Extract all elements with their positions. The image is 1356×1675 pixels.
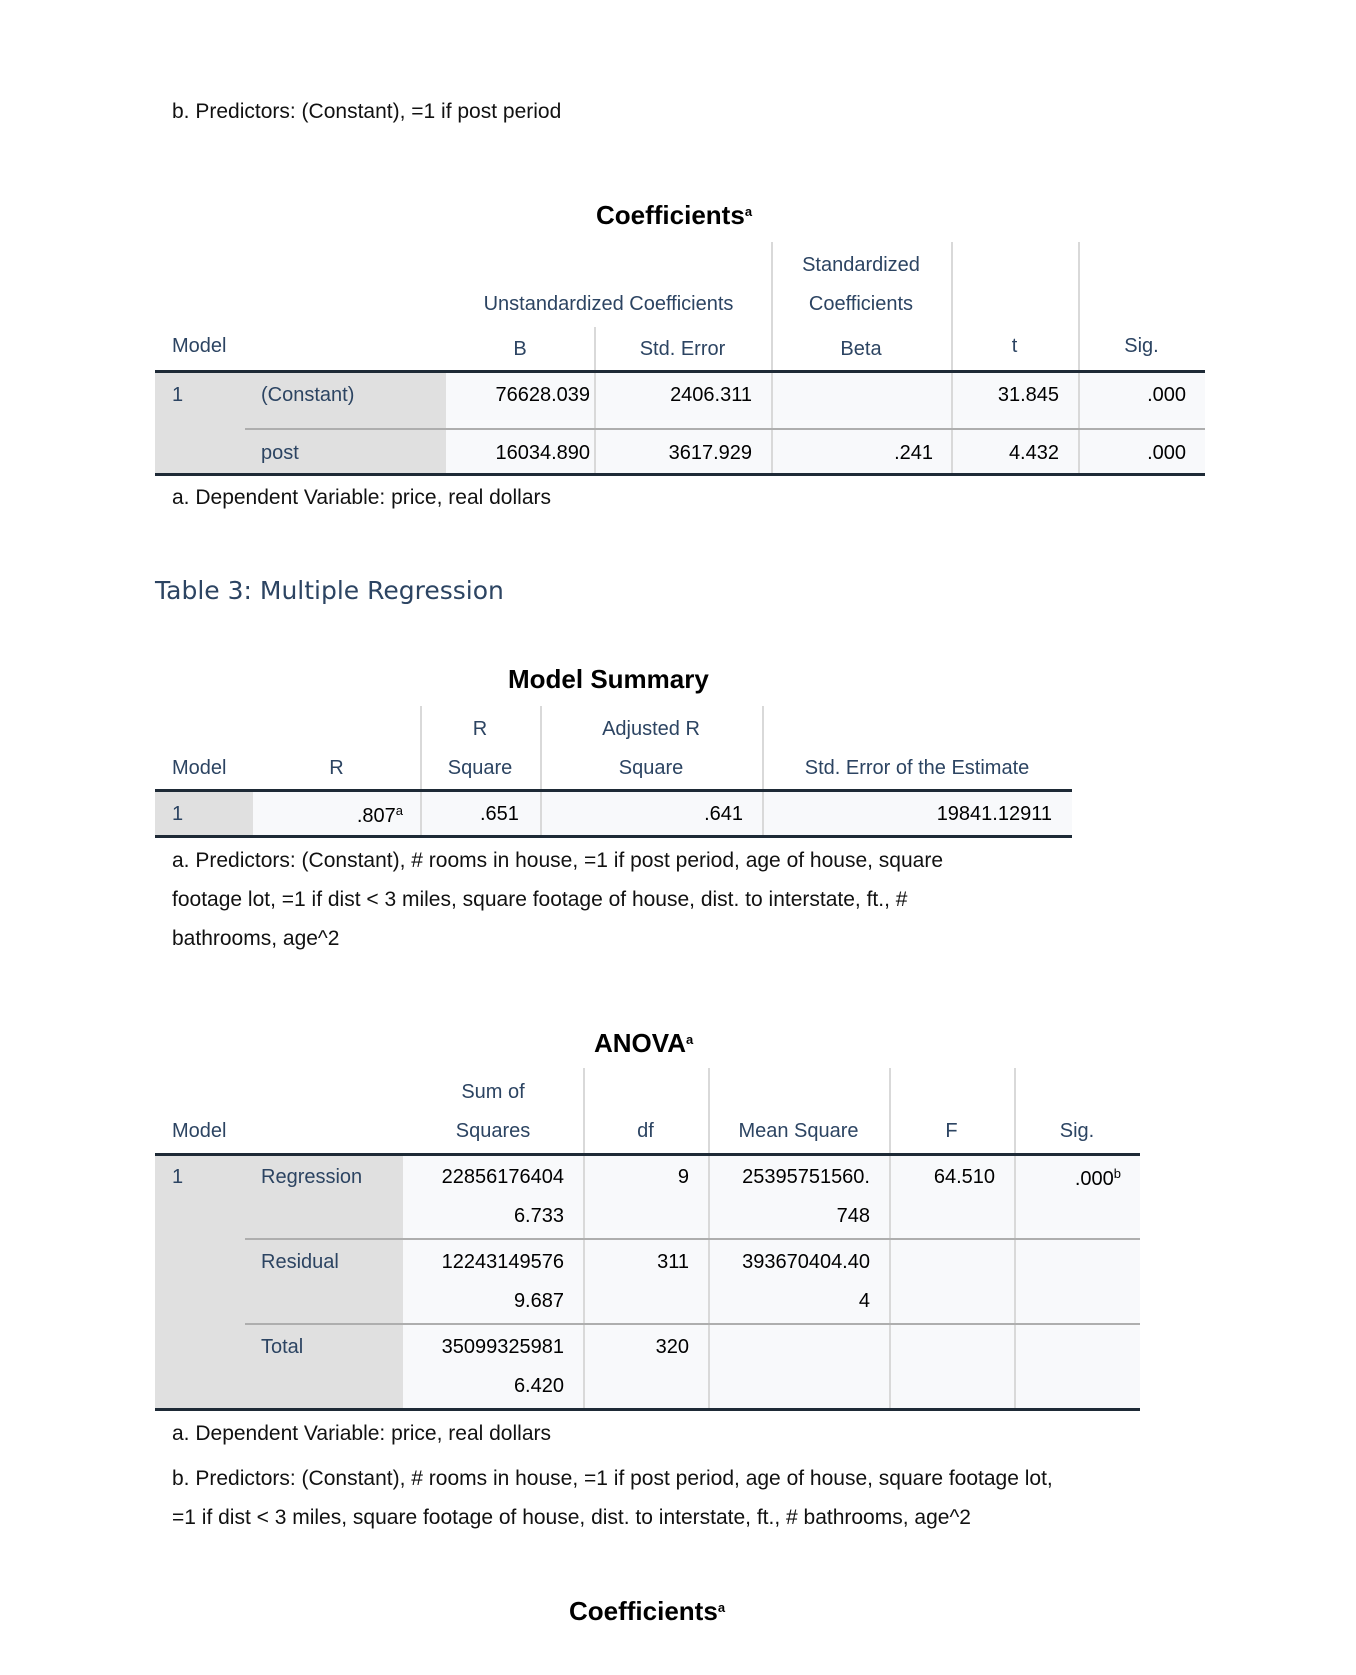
header-beta: Beta xyxy=(840,338,882,360)
cell-sig: .000 xyxy=(1147,384,1186,406)
cell-beta: .241 xyxy=(894,442,933,464)
cell-mean-square-cont: 4 xyxy=(858,1290,870,1312)
header-r-square-1: R xyxy=(472,718,488,740)
cell-sum-of-squares-cont: 6.733 xyxy=(513,1205,564,1227)
header-adjusted-1: Adjusted R xyxy=(602,718,700,740)
cell-t: 4.432 xyxy=(1008,442,1059,464)
model-summary-footnote-2: footage lot, =1 if dist < 3 miles, square footage of house, dist. to interstate, ft., # xyxy=(172,888,908,911)
cell-mean-square-cont: 748 xyxy=(836,1205,870,1227)
cell-df: 320 xyxy=(655,1336,689,1358)
coefficients-footnote: a. Dependent Variable: price, real dollars xyxy=(172,486,551,509)
cell-sum-of-squares: 22856176404 xyxy=(441,1166,564,1188)
row-label-regression: Regression xyxy=(261,1166,363,1188)
cell-mean-square: 25395751560. xyxy=(742,1166,870,1188)
section-heading: Table 3: Multiple Regression xyxy=(155,576,504,605)
cell-r: .807$^a$ xyxy=(356,803,403,827)
header-r: R xyxy=(329,757,344,779)
header-model: Model xyxy=(172,335,227,357)
anova-footnote-b-2: =1 if dist < 3 miles, square footage of house, dist. to interstate, ft., # bathrooms, age^2 xyxy=(172,1506,971,1529)
coefficients-title: Coefficients$^a$ xyxy=(596,200,753,230)
cell-f: 64.510 xyxy=(933,1166,995,1188)
row-label-post: post xyxy=(261,442,299,464)
cell-sig: .000$^b$ xyxy=(1074,1166,1121,1190)
cell-std-error-estimate: 19841.12911 xyxy=(936,803,1052,825)
row-label-total: Total xyxy=(261,1336,304,1358)
anova-title: ANOVA$^a$ xyxy=(594,1028,694,1058)
header-standardized-2: Coefficients xyxy=(808,293,914,315)
predictors-note: b. Predictors: (Constant), =1 if post period xyxy=(172,100,562,123)
header-standardized-1: Standardized xyxy=(802,254,920,276)
model-summary-footnote-3: bathrooms, age^2 xyxy=(172,927,340,950)
header-r-square-2: Square xyxy=(447,757,513,779)
header-std-error: Std. Error xyxy=(639,338,726,360)
model-number: 1 xyxy=(172,384,184,406)
header-sig: Sig. xyxy=(1059,1120,1095,1142)
header-sig: Sig. xyxy=(1124,335,1159,357)
header-std-error-estimate: Std. Error of the Estimate xyxy=(804,757,1030,779)
cell-std-error: 2406.311 xyxy=(670,384,752,406)
cell-df: 311 xyxy=(657,1251,689,1273)
header-mean-square: Mean Square xyxy=(738,1120,859,1142)
cell-b: 16034.890 xyxy=(495,442,590,464)
cell-df: 9 xyxy=(677,1166,689,1188)
model-summary-title: Model Summary xyxy=(508,664,709,694)
cell-sum-of-squares-cont: 9.687 xyxy=(513,1290,564,1312)
cell-t: 31.845 xyxy=(997,384,1059,406)
cell-b: 76628.039 xyxy=(495,384,590,406)
model-number: 1 xyxy=(172,1166,184,1188)
header-adjusted-2: Square xyxy=(618,757,684,779)
cell-mean-square: 393670404.40 xyxy=(742,1251,870,1273)
header-f: F xyxy=(945,1120,958,1142)
header-t: t xyxy=(1011,335,1018,357)
model-summary-footnote-1: a. Predictors: (Constant), # rooms in house, =1 if post period, age of house, square xyxy=(172,849,944,872)
row-label-constant: (Constant) xyxy=(261,384,355,406)
cell-std-error: 3617.929 xyxy=(668,442,752,464)
header-sum-of-squares-2: Squares xyxy=(455,1120,531,1142)
header-model: Model xyxy=(172,1120,227,1142)
cell-sum-of-squares-cont: 6.420 xyxy=(513,1375,564,1397)
anova-footnote-b-1: b. Predictors: (Constant), # rooms in house, =1 if post period, age of house, square footage lot, xyxy=(172,1467,1053,1490)
header-b: B xyxy=(513,338,527,360)
cell-r-square: .651 xyxy=(480,803,519,825)
header-df: df xyxy=(637,1120,654,1142)
cell-sum-of-squares: 35099325981 xyxy=(441,1336,564,1358)
anova-footnote-a: a. Dependent Variable: price, real dollars xyxy=(172,1422,551,1445)
cell-sum-of-squares: 12243149576 xyxy=(441,1251,564,1273)
row-label-residual: Residual xyxy=(261,1251,339,1273)
cell-adjusted-r-square: .641 xyxy=(704,803,743,825)
model-number: 1 xyxy=(172,803,184,825)
header-sum-of-squares-1: Sum of xyxy=(461,1081,525,1103)
header-model: Model xyxy=(172,757,227,779)
header-unstandardized: Unstandardized Coefficients xyxy=(483,293,734,315)
coefficients-title-2: Coefficients$^a$ xyxy=(569,1596,726,1626)
cell-sig: .000 xyxy=(1147,442,1186,464)
